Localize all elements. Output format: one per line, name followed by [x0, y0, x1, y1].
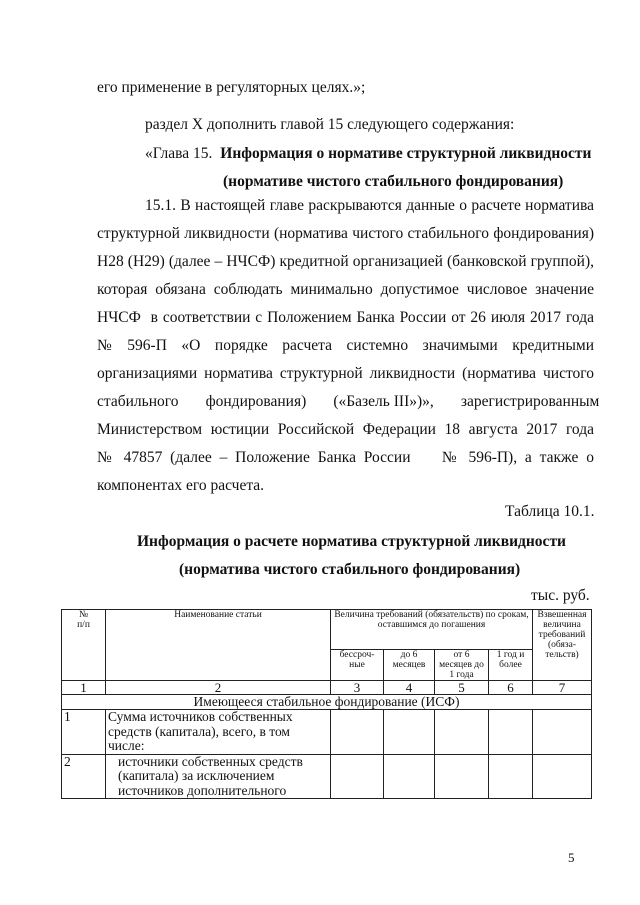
- header-number: № п/п: [62, 610, 106, 681]
- header-maturity-group: Величина требований (обязательств) по срокам, оставшимся до погашения: [331, 610, 533, 650]
- row-number: 2: [62, 754, 106, 799]
- table-title-line-1: Информация о расчете норматива структурной ликвидности: [137, 533, 566, 550]
- column-number-cell: 2: [106, 681, 331, 695]
- value-cell: [489, 754, 533, 799]
- table-row: [62, 710, 592, 755]
- value-cell: [331, 710, 384, 755]
- chapter-heading-line-1: [145, 145, 591, 163]
- text-line-2: раздел X дополнить главой 15 следующего содержания:: [145, 116, 515, 133]
- paragraph-line-2: структурной ликвидности (норматива чистого стабильного фондирования): [97, 225, 594, 242]
- chapter-prefix: «Глава 15.: [145, 145, 213, 162]
- paragraph-line-3: Н28 (Н29) (далее – НЧСФ) кредитной организацией (банковской группой),: [97, 253, 594, 270]
- column-number-cell: 7: [533, 681, 592, 695]
- column-number-cell: 5: [435, 681, 489, 695]
- paragraph-line-9: Министерством юстиции Российской Федерации 18 августа 2017 года: [97, 421, 594, 438]
- value-cell: [533, 710, 592, 755]
- paragraph-line-11: компонентах его расчета.: [97, 477, 265, 494]
- paragraph-line-1: 15.1. В настоящей главе раскрываются данные о расчете норматива: [145, 197, 594, 214]
- header-6-months-to-1-year: от 6 месяцев до 1 года: [435, 650, 489, 681]
- paragraph-line-7: организациями норматива структурной ликвидности (норматива чистого: [97, 365, 594, 382]
- text-line-1: его применение в регуляторных целях.»;: [97, 79, 366, 96]
- paragraph-line-4: которая обязана соблюдать минимально допустимое числовое значение: [97, 281, 594, 298]
- row-item-name: Сумма источников собственных средств (капитала), всего, в том числе:: [106, 710, 331, 755]
- chapter-title-part-2: (нормативе чистого стабильного фондирования): [223, 173, 564, 190]
- page-number: 5: [568, 850, 575, 865]
- value-cell: [533, 754, 592, 799]
- column-number-cell: 1: [62, 681, 106, 695]
- column-number-cell: 6: [489, 681, 533, 695]
- value-cell: [435, 754, 489, 799]
- value-cell: [384, 710, 435, 755]
- header-1-year-and-more: 1 год и более: [489, 650, 533, 681]
- table-title-line-2: (норматива чистого стабильного фондирования): [179, 561, 521, 578]
- header-item-name: Наименование статьи: [106, 610, 331, 681]
- header-up-to-6-months: до 6 месяцев: [384, 650, 435, 681]
- header-indefinite: бессроч-ные: [331, 650, 384, 681]
- chapter-title-part-1: Информация о нормативе структурной ликвидности: [220, 145, 592, 162]
- liquidity-table: [61, 609, 592, 799]
- value-cell: [489, 710, 533, 755]
- column-number-cell: 4: [384, 681, 435, 695]
- value-cell: [384, 754, 435, 799]
- row-number: 1: [62, 710, 106, 755]
- value-cell: [331, 754, 384, 799]
- row-item-name: источники собственных средств (капитала) за исключением источников дополнительного: [106, 754, 331, 799]
- section-heading: Имеющееся стабильное фондирование (ИСФ): [62, 695, 592, 710]
- paragraph-line-8: стабильного фондирования) («Базель III»)», зарегистрированным: [97, 393, 600, 410]
- column-number-cell: 3: [331, 681, 384, 695]
- paragraph-line-10: № 47857 (далее – Положение Банка России № 596-П), а также о: [97, 449, 594, 466]
- table-row: [62, 754, 592, 799]
- paragraph-line-6: № 596-П «О порядке расчета системно значимыми кредитными: [97, 337, 594, 354]
- units-label: тыс. руб.: [531, 587, 590, 604]
- table-reference: Таблица 10.1.: [505, 503, 595, 520]
- header-weighted-value: Взвешенная величина требований (обяза-тельств): [533, 610, 592, 681]
- value-cell: [435, 710, 489, 755]
- paragraph-line-5: НЧСФ в соответствии с Положением Банка России от 26 июля 2017 года: [97, 309, 594, 326]
